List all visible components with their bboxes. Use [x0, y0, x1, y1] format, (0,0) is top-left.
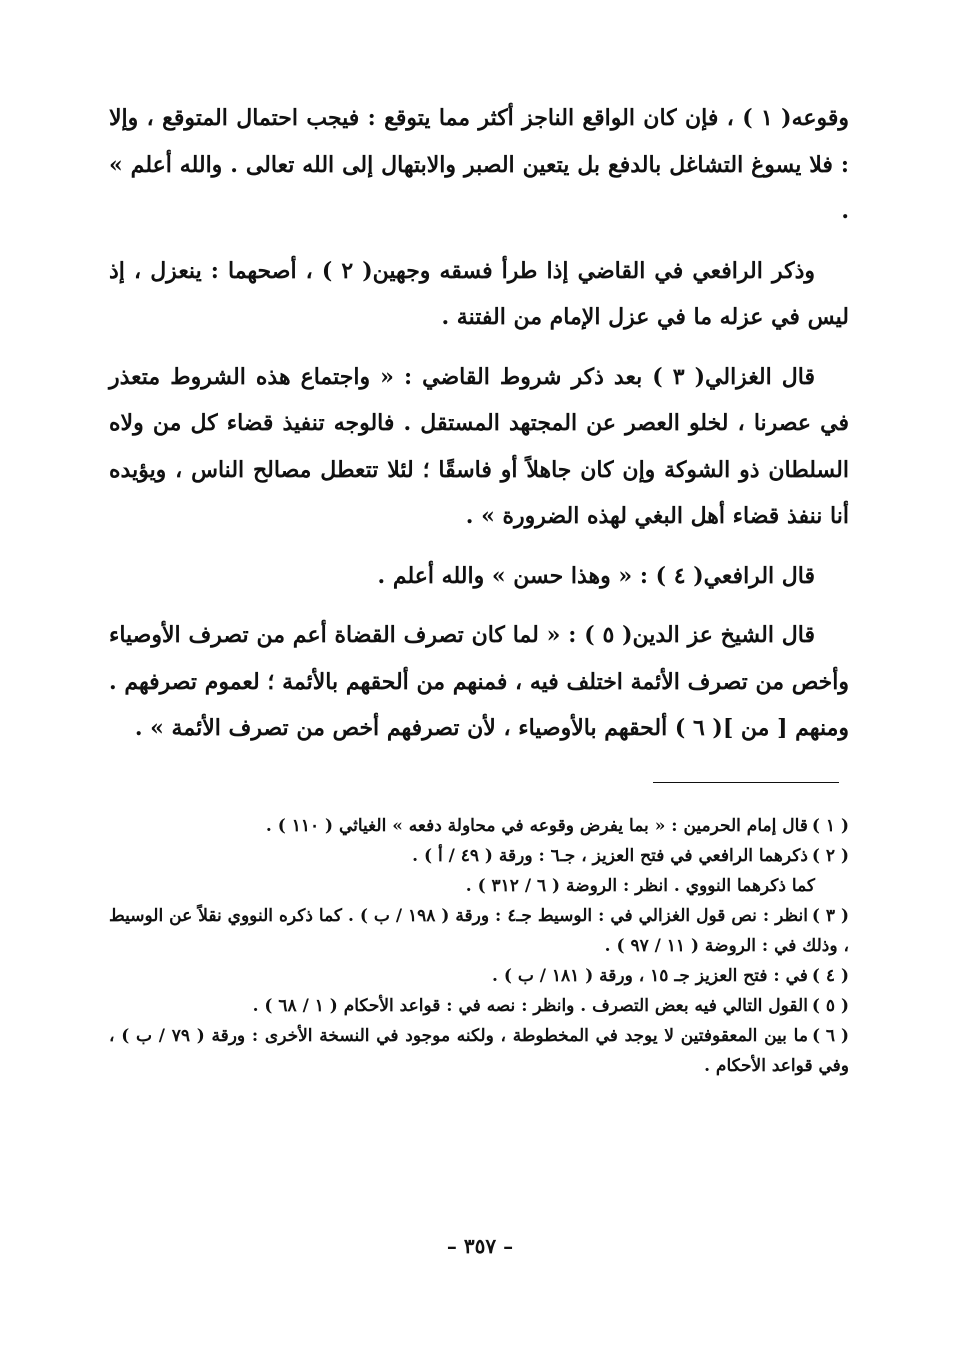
footnote-text: في : فتح العزيز جـ ١٥ ، ورقة ( ١٨١ / ب ) .: [492, 966, 808, 986]
footnote-4: [109, 961, 849, 991]
footnote-1: [109, 811, 849, 841]
paragraph-5: قال الشيخ عز الدين( ٥ ) : « لما كان تصرف القضاة أعم من تصرف الأوصياء وأخص من تصرف الأئمة اختلف فيه ، فمنهم من ألحقهم بالأئمة ؛ لعموم تصرفهم . ومنهم [ من ]( ٦ ) ألحقهم بالأوصياء ، لأن تصرفهم أخص من تصرف الأئمة » .: [109, 622, 849, 741]
footnote-5: [109, 991, 849, 1021]
footnote-text: ما بين المعقوفتين لا يوجد في المخطوطة ، ولكنه موجود في النسخة الأخرى : ورقة ( ٧٩ / ب ) ، وفي قواعد الأحكام .: [109, 1026, 849, 1076]
paragraph-3: قال الغزالي( ٣ ) بعد ذكر شروط القاضي : « واجتماع هذه الشروط متعذر في عصرنا ، لخلو العصر عن المجتهد المستقل . فالوجه تنفيذ قضاء كل من ولاه السلطان ذو الشوكة وإن كان جاهلاً أو فاسقًا ؛ لئلا تتعطل مصالح الناس ، ويؤيده أنا ننفذ قضاء أهل البغي لهذه الضرورة » .: [109, 363, 849, 529]
paragraph-2: وذكر الرافعي في القاضي إذا طرأ فسقه وجهين( ٢ ) ، أصحهما : ينعزل ، إذ ليس في عزله ما في عزل الإمام من الفتنة .: [109, 257, 849, 330]
footnote-2-continuation: [109, 871, 849, 901]
footnote-separator: [653, 782, 839, 783]
main-text: [109, 95, 849, 765]
footnote-number: ( ١ ): [811, 816, 849, 836]
footnote-text: قال إمام الحرمين : « بما يفرض وقوعه في محاولة دفعه » الغياثي ( ١١٠ ) .: [265, 816, 808, 836]
footnote-text: انظر : نص قول الغزالي في : الوسيط جـ٤ : ورقة ( ١٩٨ / ب ) . كما ذكره النووي نقلاً عن الوسيط ، وذلك في : الروضة ( ١١ / ٩٧ ) .: [109, 906, 849, 956]
footnote-number: ( ٢ ): [811, 846, 849, 866]
footnote-number: ( ٣ ): [811, 906, 849, 926]
page-number: – ٣٥٧ –: [446, 1234, 514, 1258]
footnotes: [109, 811, 849, 1081]
paragraph-4: قال الرافعي( ٤ ) : « وهذا حسن » والله أعلم .: [377, 562, 815, 589]
footnote-text: القول التالي فيه بعض التصرف . وانظر : نصه في : قواعد الأحكام ( ١ / ٦٨ ) .: [252, 996, 808, 1016]
footnote-text: ذكرهما الرافعي في فتح العزيز ، جـ٦ : ورقة ( ٤٩ / أ ) .: [412, 846, 808, 866]
footnote-number: ( ٥ ): [811, 996, 849, 1016]
footnote-2: [109, 841, 849, 871]
footnote-6: [109, 1021, 849, 1081]
footnote-text: كما ذكرهما النووي . انظر : الروضة ( ٦ / ٣١٢ ) .: [465, 876, 815, 896]
footnote-number: ( ٤ ): [811, 966, 849, 986]
footnote-3: [109, 901, 849, 961]
footnote-number: ( ٦ ): [811, 1026, 850, 1046]
paragraph-1: وقوعه( ١ ) ، فإن كان الواقع الناجز أكثر مما يتوقع : فيجب احتمال المتوقع ، وإلا : فلا يسوغ التشاغل بالدفع بل يتعين الصبر والابتهال إلى الله تعالى . والله أعلم » .: [109, 105, 849, 224]
